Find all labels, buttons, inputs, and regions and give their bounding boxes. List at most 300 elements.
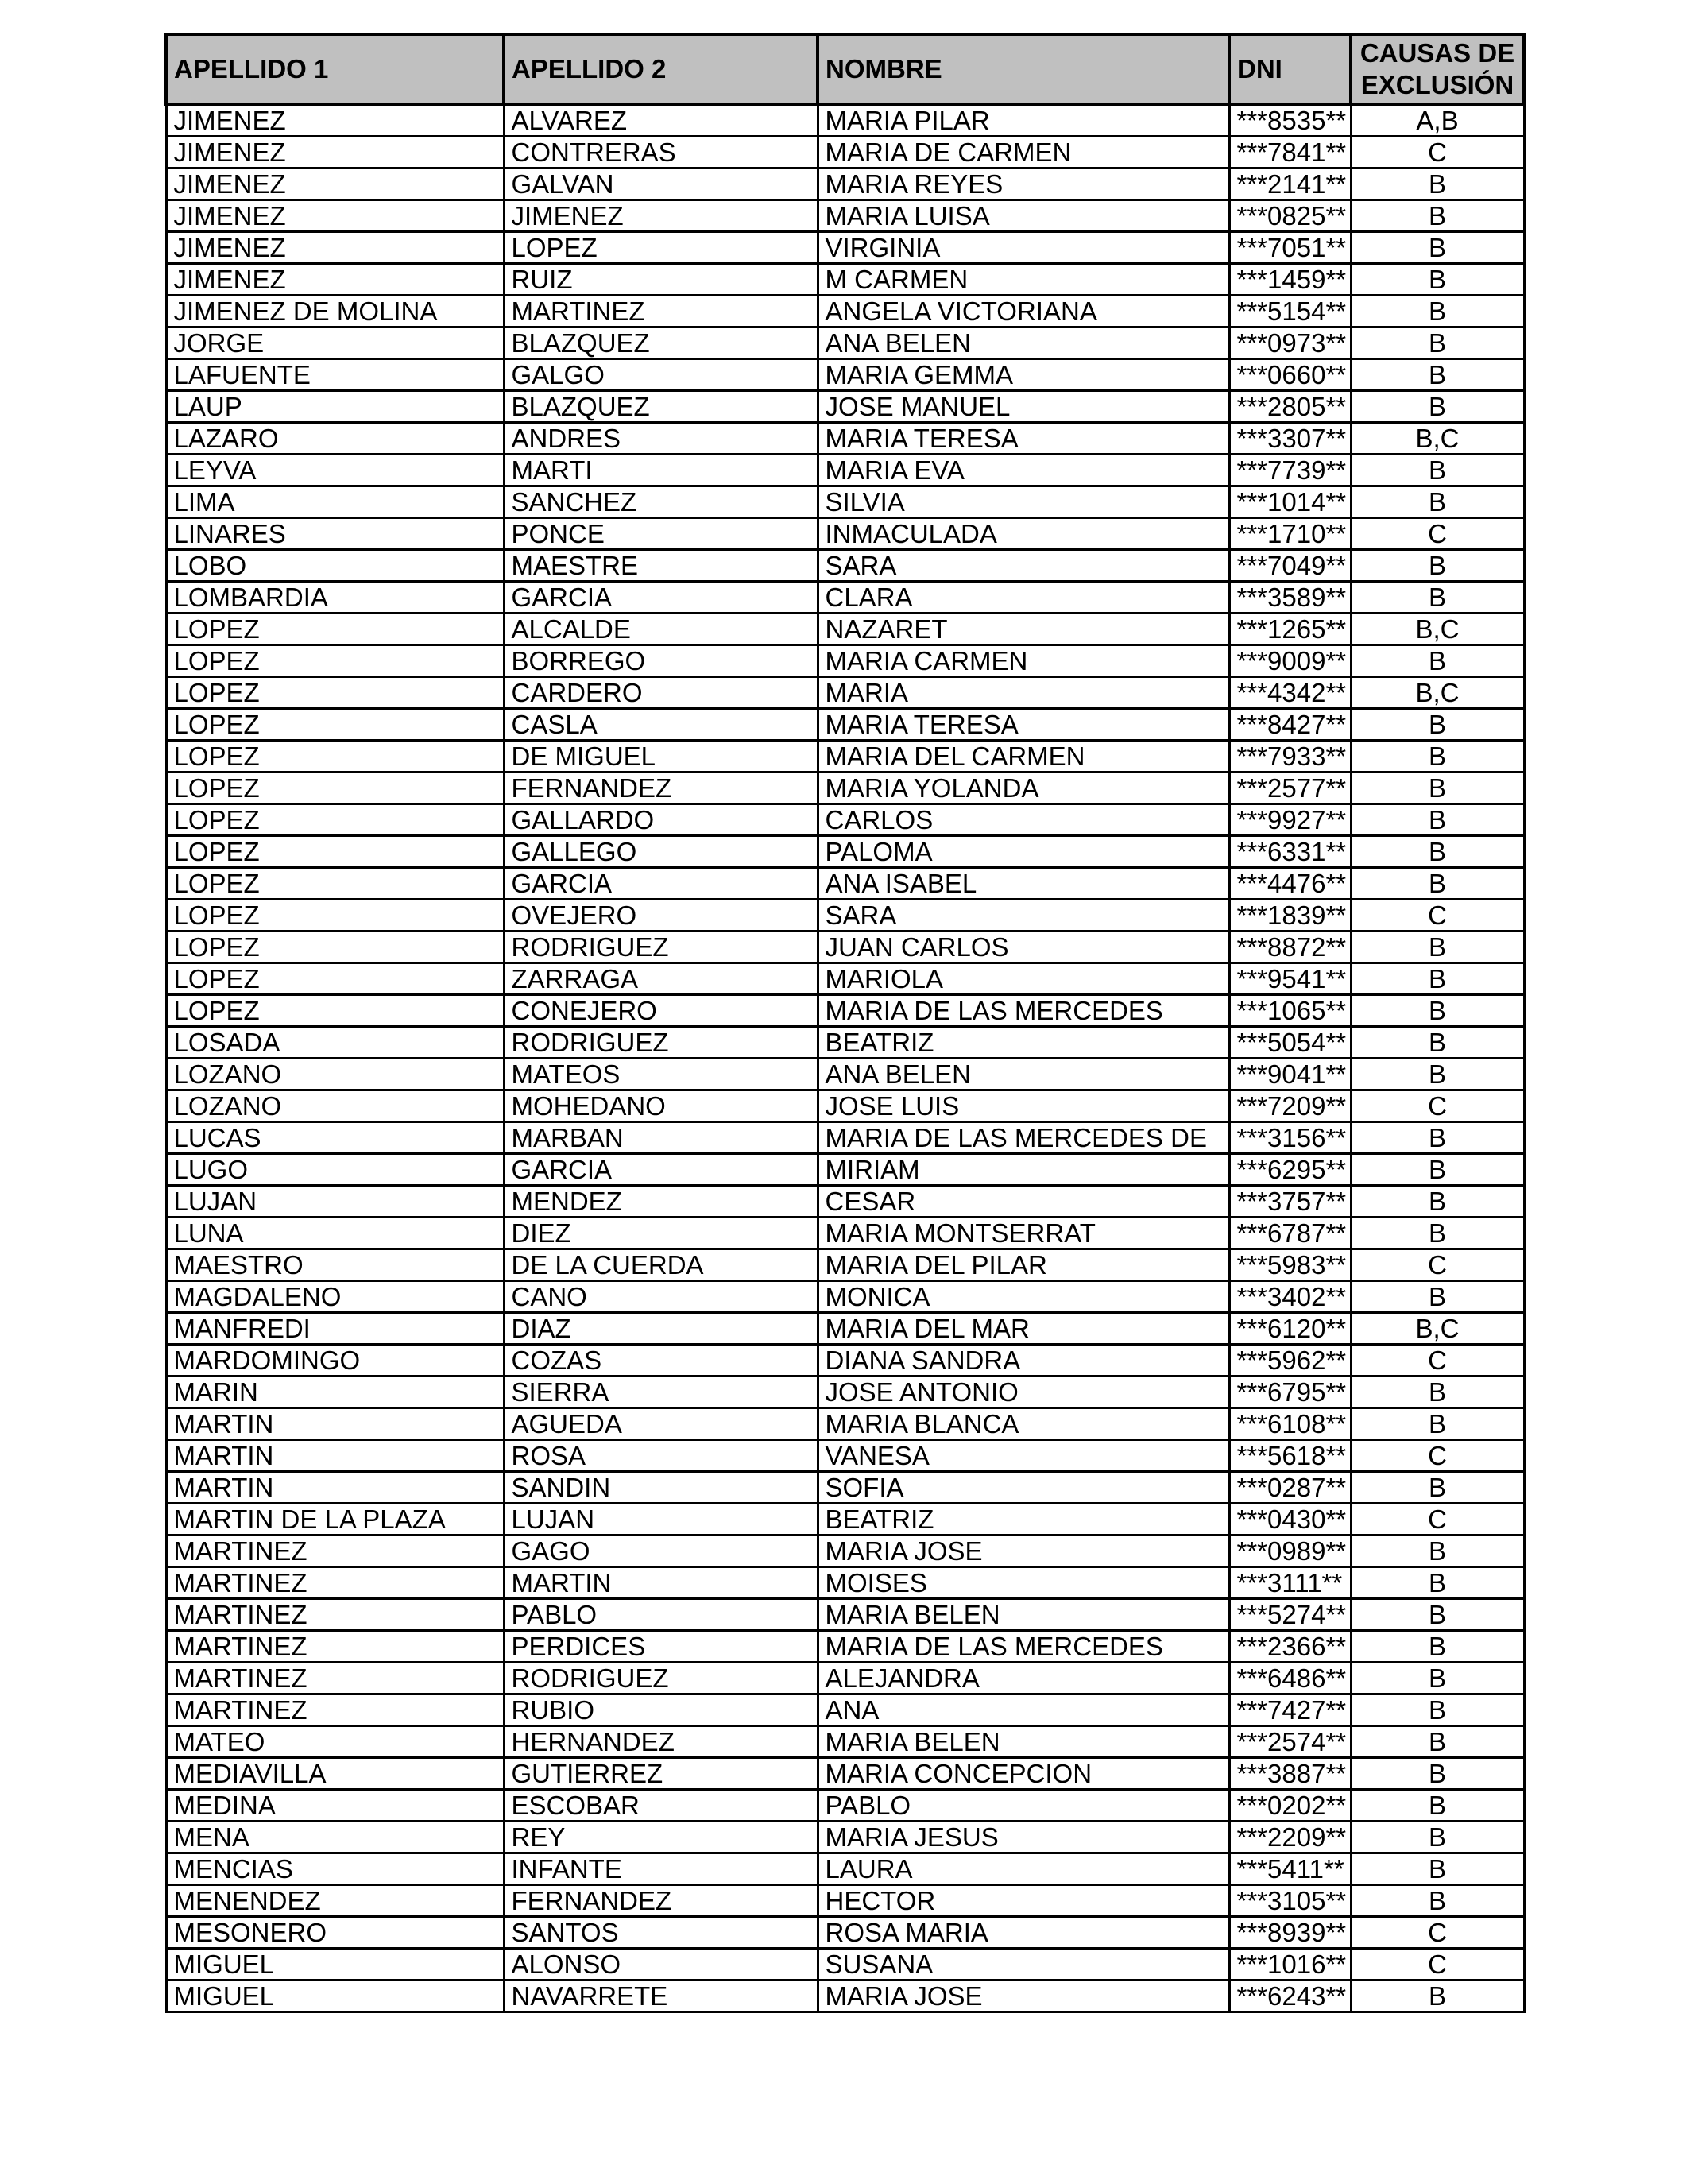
- nombre-cell: MARIA JESUS: [818, 1822, 1229, 1853]
- apellido1-cell: LAUP: [166, 391, 504, 423]
- apellido1-cell: MARTIN: [166, 1440, 504, 1472]
- nombre-cell: HECTOR: [818, 1885, 1229, 1917]
- causas-cell: B: [1351, 200, 1524, 232]
- table-row: [166, 1917, 1524, 1949]
- apellido1-cell: LUCAS: [166, 1122, 504, 1154]
- apellido1-cell: MEDINA: [166, 1790, 504, 1822]
- dni-cell: ***9041**: [1229, 1059, 1351, 1090]
- table-row: [166, 995, 1524, 1027]
- apellido2-cell: CANO: [504, 1281, 818, 1313]
- nombre-cell: MARIA JOSE: [818, 1535, 1229, 1567]
- apellido1-cell: LAZARO: [166, 423, 504, 455]
- dni-cell: ***5054**: [1229, 1027, 1351, 1059]
- apellido1-cell: LOPEZ: [166, 931, 504, 963]
- nombre-cell: MARIA MONTSERRAT: [818, 1218, 1229, 1249]
- nombre-cell: JUAN CARLOS: [818, 931, 1229, 963]
- nombre-cell: SOFIA: [818, 1472, 1229, 1504]
- causas-cell: B: [1351, 232, 1524, 264]
- apellido1-cell: LUNA: [166, 1218, 504, 1249]
- causas-cell: B: [1351, 773, 1524, 804]
- nombre-cell: SARA: [818, 900, 1229, 931]
- dni-cell: ***2805**: [1229, 391, 1351, 423]
- dni-cell: ***6486**: [1229, 1663, 1351, 1694]
- apellido1-cell: LUJAN: [166, 1186, 504, 1218]
- nombre-cell: PABLO: [818, 1790, 1229, 1822]
- causas-cell: B: [1351, 1694, 1524, 1726]
- apellido2-cell: DE MIGUEL: [504, 741, 818, 773]
- causas-cell: B: [1351, 1154, 1524, 1186]
- dni-cell: ***5983**: [1229, 1249, 1351, 1281]
- apellido2-cell: ALONSO: [504, 1949, 818, 1981]
- dni-cell: ***6243**: [1229, 1981, 1351, 2012]
- apellido2-cell: NAVARRETE: [504, 1981, 818, 2012]
- table-row: [166, 1122, 1524, 1154]
- apellido1-cell: MAGDALENO: [166, 1281, 504, 1313]
- nombre-cell: MARIA DE CARMEN: [818, 137, 1229, 168]
- table-row: [166, 327, 1524, 359]
- nombre-cell: ANA BELEN: [818, 1059, 1229, 1090]
- causas-cell: B: [1351, 1790, 1524, 1822]
- causas-cell: B: [1351, 1059, 1524, 1090]
- apellido2-cell: SANCHEZ: [504, 486, 818, 518]
- apellido1-cell: JIMENEZ: [166, 137, 504, 168]
- nombre-cell: INMACULADA: [818, 518, 1229, 550]
- table-row: [166, 1822, 1524, 1853]
- nombre-cell: JOSE ANTONIO: [818, 1377, 1229, 1408]
- apellido1-cell: LOZANO: [166, 1059, 504, 1090]
- causas-cell: B: [1351, 582, 1524, 614]
- causas-cell: B: [1351, 1853, 1524, 1885]
- table-row: [166, 582, 1524, 614]
- causas-cell: B: [1351, 1885, 1524, 1917]
- dni-cell: ***4342**: [1229, 677, 1351, 709]
- table-row: [166, 1154, 1524, 1186]
- nombre-cell: ANA: [818, 1694, 1229, 1726]
- table-row: [166, 391, 1524, 423]
- dni-cell: ***8939**: [1229, 1917, 1351, 1949]
- causas-cell: B: [1351, 1631, 1524, 1663]
- apellido2-cell: PONCE: [504, 518, 818, 550]
- causas-cell: C: [1351, 1440, 1524, 1472]
- apellido2-cell: ROSA: [504, 1440, 818, 1472]
- exclusion-table: [164, 33, 1526, 2013]
- apellido2-cell: RUBIO: [504, 1694, 818, 1726]
- table-row: [166, 359, 1524, 391]
- apellido1-cell: MEDIAVILLA: [166, 1758, 504, 1790]
- apellido1-cell: MARDOMINGO: [166, 1345, 504, 1377]
- table-row: [166, 1853, 1524, 1885]
- dni-cell: ***2366**: [1229, 1631, 1351, 1663]
- apellido2-cell: GARCIA: [504, 868, 818, 900]
- apellido1-cell: LOPEZ: [166, 741, 504, 773]
- causas-cell: B: [1351, 709, 1524, 741]
- dni-cell: ***9009**: [1229, 645, 1351, 677]
- table-row: [166, 1090, 1524, 1122]
- table-row: [166, 1218, 1524, 1249]
- table-row: [166, 1249, 1524, 1281]
- dni-cell: ***2209**: [1229, 1822, 1351, 1853]
- causas-cell: B: [1351, 1726, 1524, 1758]
- apellido1-cell: JIMENEZ: [166, 232, 504, 264]
- causas-cell: B: [1351, 550, 1524, 582]
- nombre-cell: MONICA: [818, 1281, 1229, 1313]
- causas-cell: B: [1351, 1758, 1524, 1790]
- apellido1-cell: MAESTRO: [166, 1249, 504, 1281]
- table-row: [166, 1535, 1524, 1567]
- table-row: [166, 1027, 1524, 1059]
- table-row: [166, 709, 1524, 741]
- apellido1-cell: MARTIN: [166, 1408, 504, 1440]
- causas-cell: B: [1351, 486, 1524, 518]
- causas-cell: B: [1351, 995, 1524, 1027]
- causas-cell: B,C: [1351, 614, 1524, 645]
- apellido2-cell: INFANTE: [504, 1853, 818, 1885]
- dni-cell: ***0989**: [1229, 1535, 1351, 1567]
- apellido1-cell: LOPEZ: [166, 900, 504, 931]
- apellido2-cell: DE LA CUERDA: [504, 1249, 818, 1281]
- header-nombre: NOMBRE: [818, 34, 1229, 104]
- table-row: [166, 1472, 1524, 1504]
- causas-cell: C: [1351, 1090, 1524, 1122]
- table-row: [166, 1345, 1524, 1377]
- apellido2-cell: MATEOS: [504, 1059, 818, 1090]
- apellido2-cell: RODRIGUEZ: [504, 1663, 818, 1694]
- causas-cell: B: [1351, 296, 1524, 327]
- apellido1-cell: LIMA: [166, 486, 504, 518]
- apellido2-cell: MENDEZ: [504, 1186, 818, 1218]
- dni-cell: ***2577**: [1229, 773, 1351, 804]
- causas-cell: B,C: [1351, 423, 1524, 455]
- dni-cell: ***1014**: [1229, 486, 1351, 518]
- causas-cell: B: [1351, 931, 1524, 963]
- table-row: [166, 1186, 1524, 1218]
- dni-cell: ***3307**: [1229, 423, 1351, 455]
- dni-cell: ***6331**: [1229, 836, 1351, 868]
- apellido1-cell: LOPEZ: [166, 645, 504, 677]
- table-row: [166, 1726, 1524, 1758]
- table-row: [166, 1758, 1524, 1790]
- apellido1-cell: LOPEZ: [166, 963, 504, 995]
- nombre-cell: MARIA BELEN: [818, 1599, 1229, 1631]
- nombre-cell: ANA BELEN: [818, 327, 1229, 359]
- dni-cell: ***3887**: [1229, 1758, 1351, 1790]
- apellido1-cell: LEYVA: [166, 455, 504, 486]
- nombre-cell: NAZARET: [818, 614, 1229, 645]
- apellido1-cell: MENA: [166, 1822, 504, 1853]
- table-row: [166, 550, 1524, 582]
- table-row: [166, 900, 1524, 931]
- dni-cell: ***2574**: [1229, 1726, 1351, 1758]
- apellido2-cell: DIEZ: [504, 1218, 818, 1249]
- dni-cell: ***7739**: [1229, 455, 1351, 486]
- apellido2-cell: CASLA: [504, 709, 818, 741]
- nombre-cell: MARIA DE LAS MERCEDES: [818, 995, 1229, 1027]
- apellido2-cell: AGUEDA: [504, 1408, 818, 1440]
- dni-cell: ***3757**: [1229, 1186, 1351, 1218]
- dni-cell: ***5962**: [1229, 1345, 1351, 1377]
- dni-cell: ***3156**: [1229, 1122, 1351, 1154]
- dni-cell: ***8872**: [1229, 931, 1351, 963]
- header-causas-line2: EXCLUSIÓN: [1360, 70, 1514, 99]
- nombre-cell: CLARA: [818, 582, 1229, 614]
- table-row: [166, 1599, 1524, 1631]
- apellido2-cell: SANDIN: [504, 1472, 818, 1504]
- dni-cell: ***7427**: [1229, 1694, 1351, 1726]
- causas-cell: A,B: [1351, 104, 1524, 137]
- apellido1-cell: JORGE: [166, 327, 504, 359]
- table-row: [166, 264, 1524, 296]
- nombre-cell: MARIA GEMMA: [818, 359, 1229, 391]
- nombre-cell: DIANA SANDRA: [818, 1345, 1229, 1377]
- dni-cell: ***7049**: [1229, 550, 1351, 582]
- table-row: [166, 1949, 1524, 1981]
- apellido2-cell: BLAZQUEZ: [504, 391, 818, 423]
- nombre-cell: PALOMA: [818, 836, 1229, 868]
- causas-cell: B: [1351, 391, 1524, 423]
- dni-cell: ***6120**: [1229, 1313, 1351, 1345]
- nombre-cell: VIRGINIA: [818, 232, 1229, 264]
- causas-cell: B: [1351, 455, 1524, 486]
- table-row: [166, 455, 1524, 486]
- nombre-cell: MARIA DEL CARMEN: [818, 741, 1229, 773]
- apellido2-cell: DIAZ: [504, 1313, 818, 1345]
- apellido2-cell: BORREGO: [504, 645, 818, 677]
- dni-cell: ***1265**: [1229, 614, 1351, 645]
- dni-cell: ***1459**: [1229, 264, 1351, 296]
- dni-cell: ***7051**: [1229, 232, 1351, 264]
- causas-cell: B: [1351, 963, 1524, 995]
- dni-cell: ***5274**: [1229, 1599, 1351, 1631]
- apellido2-cell: GARCIA: [504, 1154, 818, 1186]
- causas-cell: B: [1351, 1567, 1524, 1599]
- table-row: [166, 1281, 1524, 1313]
- table-row: [166, 1694, 1524, 1726]
- header-apellido2: APELLIDO 2: [504, 34, 818, 104]
- table-row: [166, 836, 1524, 868]
- table-row: [166, 1663, 1524, 1694]
- apellido2-cell: OVEJERO: [504, 900, 818, 931]
- apellido2-cell: RODRIGUEZ: [504, 1027, 818, 1059]
- apellido2-cell: GALLEGO: [504, 836, 818, 868]
- dni-cell: ***7841**: [1229, 137, 1351, 168]
- header-apellido1: APELLIDO 1: [166, 34, 504, 104]
- apellido1-cell: MIGUEL: [166, 1949, 504, 1981]
- dni-cell: ***6295**: [1229, 1154, 1351, 1186]
- apellido1-cell: LOPEZ: [166, 995, 504, 1027]
- causas-cell: B: [1351, 1663, 1524, 1694]
- causas-cell: C: [1351, 137, 1524, 168]
- header-dni: DNI: [1229, 34, 1351, 104]
- dni-cell: ***3402**: [1229, 1281, 1351, 1313]
- apellido2-cell: CARDERO: [504, 677, 818, 709]
- apellido1-cell: LOPEZ: [166, 836, 504, 868]
- apellido2-cell: MARTINEZ: [504, 296, 818, 327]
- dni-cell: ***3105**: [1229, 1885, 1351, 1917]
- nombre-cell: CESAR: [818, 1186, 1229, 1218]
- dni-cell: ***8535**: [1229, 104, 1351, 137]
- dni-cell: ***0825**: [1229, 200, 1351, 232]
- apellido1-cell: MANFREDI: [166, 1313, 504, 1345]
- apellido1-cell: LINARES: [166, 518, 504, 550]
- apellido1-cell: LOZANO: [166, 1090, 504, 1122]
- apellido2-cell: LUJAN: [504, 1504, 818, 1535]
- apellido2-cell: ALVAREZ: [504, 104, 818, 137]
- apellido2-cell: ALCALDE: [504, 614, 818, 645]
- nombre-cell: LAURA: [818, 1853, 1229, 1885]
- apellido1-cell: LOMBARDIA: [166, 582, 504, 614]
- apellido2-cell: FERNANDEZ: [504, 773, 818, 804]
- causas-cell: C: [1351, 1949, 1524, 1981]
- causas-cell: B: [1351, 264, 1524, 296]
- causas-cell: B,C: [1351, 1313, 1524, 1345]
- causas-cell: C: [1351, 518, 1524, 550]
- apellido2-cell: GAGO: [504, 1535, 818, 1567]
- apellido1-cell: MARTIN DE LA PLAZA: [166, 1504, 504, 1535]
- nombre-cell: CARLOS: [818, 804, 1229, 836]
- table-row: [166, 423, 1524, 455]
- nombre-cell: MOISES: [818, 1567, 1229, 1599]
- table-row: [166, 168, 1524, 200]
- header-causas-line1: CAUSAS DE: [1359, 38, 1515, 68]
- causas-cell: B: [1351, 741, 1524, 773]
- apellido2-cell: GALGO: [504, 359, 818, 391]
- apellido2-cell: MAESTRE: [504, 550, 818, 582]
- nombre-cell: MARIA: [818, 677, 1229, 709]
- nombre-cell: SUSANA: [818, 1949, 1229, 1981]
- dni-cell: ***9541**: [1229, 963, 1351, 995]
- dni-cell: ***9927**: [1229, 804, 1351, 836]
- dni-cell: ***2141**: [1229, 168, 1351, 200]
- table-row: [166, 1059, 1524, 1090]
- dni-cell: ***6795**: [1229, 1377, 1351, 1408]
- apellido1-cell: MIGUEL: [166, 1981, 504, 2012]
- causas-cell: B: [1351, 804, 1524, 836]
- table-row: [166, 645, 1524, 677]
- table-row: [166, 1440, 1524, 1472]
- nombre-cell: MARIA TERESA: [818, 423, 1229, 455]
- apellido2-cell: ANDRES: [504, 423, 818, 455]
- nombre-cell: ANA ISABEL: [818, 868, 1229, 900]
- causas-cell: B: [1351, 1027, 1524, 1059]
- table-row: [166, 868, 1524, 900]
- causas-cell: C: [1351, 1249, 1524, 1281]
- apellido1-cell: MARTINEZ: [166, 1567, 504, 1599]
- dni-cell: ***5154**: [1229, 296, 1351, 327]
- dni-cell: ***1065**: [1229, 995, 1351, 1027]
- dni-cell: ***3589**: [1229, 582, 1351, 614]
- table-row: [166, 486, 1524, 518]
- causas-cell: B: [1351, 645, 1524, 677]
- apellido1-cell: MARTINEZ: [166, 1663, 504, 1694]
- table-row: [166, 1504, 1524, 1535]
- dni-cell: ***1016**: [1229, 1949, 1351, 1981]
- apellido2-cell: CONTRERAS: [504, 137, 818, 168]
- nombre-cell: MARIA DEL PILAR: [818, 1249, 1229, 1281]
- apellido2-cell: ESCOBAR: [504, 1790, 818, 1822]
- apellido2-cell: SANTOS: [504, 1917, 818, 1949]
- dni-cell: ***6787**: [1229, 1218, 1351, 1249]
- apellido2-cell: GALVAN: [504, 168, 818, 200]
- causas-cell: B: [1351, 327, 1524, 359]
- dni-cell: ***1710**: [1229, 518, 1351, 550]
- nombre-cell: MARIA DE LAS MERCEDES: [818, 1631, 1229, 1663]
- dni-cell: ***7209**: [1229, 1090, 1351, 1122]
- nombre-cell: VANESA: [818, 1440, 1229, 1472]
- apellido1-cell: LOBO: [166, 550, 504, 582]
- nombre-cell: MARIA BELEN: [818, 1726, 1229, 1758]
- apellido2-cell: JIMENEZ: [504, 200, 818, 232]
- causas-cell: B: [1351, 836, 1524, 868]
- table-row: [166, 773, 1524, 804]
- dni-cell: ***0660**: [1229, 359, 1351, 391]
- nombre-cell: MARIA YOLANDA: [818, 773, 1229, 804]
- apellido2-cell: PABLO: [504, 1599, 818, 1631]
- table-row: [166, 614, 1524, 645]
- nombre-cell: MARIOLA: [818, 963, 1229, 995]
- nombre-cell: JOSE MANUEL: [818, 391, 1229, 423]
- apellido2-cell: GARCIA: [504, 582, 818, 614]
- dni-cell: ***5411**: [1229, 1853, 1351, 1885]
- apellido1-cell: MARTINEZ: [166, 1599, 504, 1631]
- apellido1-cell: MATEO: [166, 1726, 504, 1758]
- apellido1-cell: MENENDEZ: [166, 1885, 504, 1917]
- table-row: [166, 963, 1524, 995]
- nombre-cell: ROSA MARIA: [818, 1917, 1229, 1949]
- apellido1-cell: MARIN: [166, 1377, 504, 1408]
- nombre-cell: MARIA CARMEN: [818, 645, 1229, 677]
- dni-cell: ***5618**: [1229, 1440, 1351, 1472]
- causas-cell: B: [1351, 1535, 1524, 1567]
- causas-cell: B: [1351, 1822, 1524, 1853]
- nombre-cell: SILVIA: [818, 486, 1229, 518]
- apellido2-cell: SIERRA: [504, 1377, 818, 1408]
- apellido1-cell: LOPEZ: [166, 677, 504, 709]
- header-causas: [1351, 34, 1524, 104]
- apellido1-cell: MARTINEZ: [166, 1694, 504, 1726]
- table-row: [166, 232, 1524, 264]
- causas-cell: B: [1351, 1377, 1524, 1408]
- table-row: [166, 104, 1524, 137]
- apellido1-cell: LOPEZ: [166, 709, 504, 741]
- apellido2-cell: FERNANDEZ: [504, 1885, 818, 1917]
- apellido2-cell: LOPEZ: [504, 232, 818, 264]
- apellido2-cell: RUIZ: [504, 264, 818, 296]
- apellido1-cell: JIMENEZ: [166, 264, 504, 296]
- causas-cell: B: [1351, 1218, 1524, 1249]
- dni-cell: ***0973**: [1229, 327, 1351, 359]
- table-row: [166, 931, 1524, 963]
- table-row: [166, 1981, 1524, 2012]
- apellido2-cell: RODRIGUEZ: [504, 931, 818, 963]
- table-row: [166, 1790, 1524, 1822]
- causas-cell: C: [1351, 1917, 1524, 1949]
- table-row: [166, 677, 1524, 709]
- causas-cell: B: [1351, 1186, 1524, 1218]
- header-row: [166, 34, 1524, 104]
- nombre-cell: MARIA CONCEPCION: [818, 1758, 1229, 1790]
- nombre-cell: MARIA EVA: [818, 455, 1229, 486]
- nombre-cell: MARIA JOSE: [818, 1981, 1229, 2012]
- table-row: [166, 137, 1524, 168]
- apellido2-cell: BLAZQUEZ: [504, 327, 818, 359]
- apellido2-cell: MARTI: [504, 455, 818, 486]
- causas-cell: B: [1351, 1408, 1524, 1440]
- apellido1-cell: JIMENEZ: [166, 168, 504, 200]
- apellido1-cell: MARTINEZ: [166, 1631, 504, 1663]
- apellido2-cell: MOHEDANO: [504, 1090, 818, 1122]
- dni-cell: ***6108**: [1229, 1408, 1351, 1440]
- apellido1-cell: LOPEZ: [166, 868, 504, 900]
